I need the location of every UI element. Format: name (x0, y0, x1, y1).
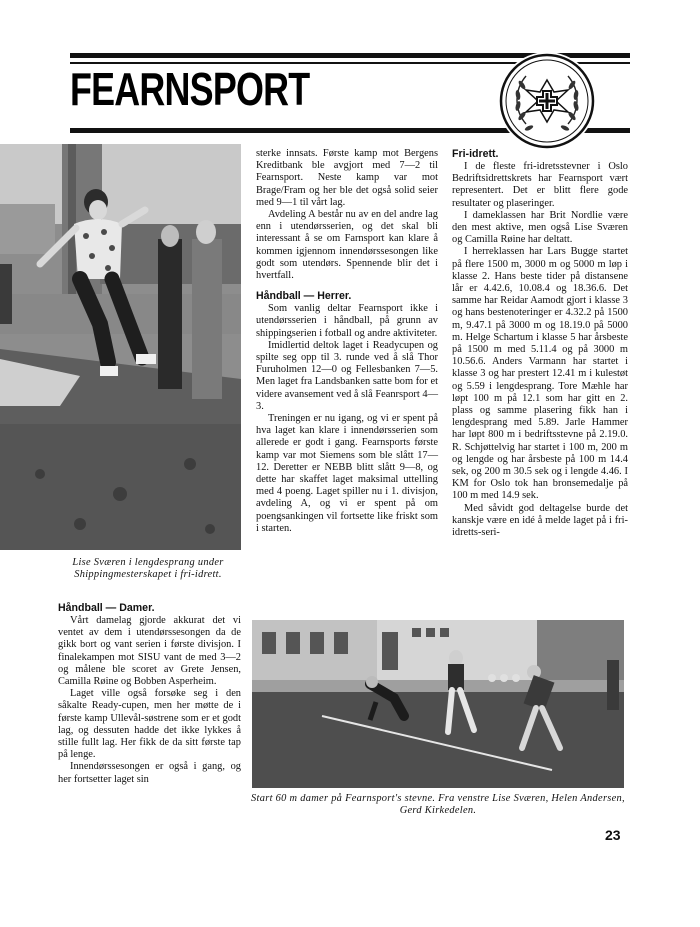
paragraph: Avdeling A består nu av en del andre lag enn i utendørsserien, og det skal bli interessant å se om Farnsport kan klare å kommen igjennom innendørssesongen like godt som utendørs. Spennende blir det i hvertfall. (256, 209, 438, 282)
paragraph: Innendørssesongen er også i gang, og her fortsetter laget sin (58, 761, 241, 785)
club-emblem (498, 52, 596, 150)
paragraph: Treningen er nu igang, og vi er spent på hva laget kan klare i innendørsserien som allerede er godt i gang. Fearnsports første kamp var mot Siemens som ble slått 17—12. Deretter er NEBB blitt slått 9—8, og dette har skaffet laget maksimal uttelling med 4 poeng. Laget spiller nu i 1. divisjon, avdeling A, og vi er spent på om poengsankingen vil fortsette like friskt som i starten. (256, 413, 438, 534)
page-number: 23 (605, 827, 621, 843)
paragraph: sterke innsats. Første kamp mot Bergens Kreditbank ble avgjort med 7—2 til Fearnsport. Neste kamp var mot Brage/Fram og her ble det også solid seier med 9—1 til vårt lag. (256, 148, 438, 208)
laurel-cross-emblem-icon (498, 52, 596, 150)
long-jump-caption: Lise Sværen i lengdesprang under Shippingmesterskapet i fri-idrett. (72, 557, 224, 580)
paragraph: I dameklassen har Brit Nordlie være den mest aktive, men også Lise Sværen og Camilla Røine har deltatt. (452, 209, 628, 246)
left-column (58, 602, 241, 786)
section-heading-fri-idrett: Fri-idrett. (452, 148, 499, 160)
right-column (452, 148, 628, 539)
section-heading-handball-herrer: Håndball — Herrer. (256, 290, 352, 303)
page-title: FEARNSPORT (70, 63, 310, 115)
long-jump-photo (0, 144, 241, 550)
paragraph: Som vanlig deltar Fearnsport ikke i utendørsserien i håndball, på grunn av shippingserien i fotball og andre aktiviteter. (256, 303, 438, 339)
paragraph: Laget ville også forsøke seg i den såkalte Ready-cupen, men her møtte de i første kamp Ullevål-søstrene som er et godt lag, og dessuten hadde det ikke lykkes å stille fullt lag. Her fikk de da sitt første tap på lenge. (58, 688, 241, 761)
sprint-start-caption: Start 60 m damer på Fearnsport's stevne. Fra venstre Lise Sværen, Helen Andersen, Gerd Kirkedelen. (251, 793, 625, 816)
section-heading-handball-damer: Håndball — Damer. (58, 602, 155, 614)
sprint-start-photo (252, 620, 624, 788)
middle-column (256, 148, 438, 535)
paragraph: I de fleste fri-idretsstevner i Oslo Bedriftsidrettskrets har Fearnsport vært representert. Det er blitt flere gode resultater og plaseringer. (452, 161, 628, 209)
paragraph: Imidlertid deltok laget i Readycupen og spilte seg opp til 3. runde ved å slå Thor Furuholmen 12—0 og Fellesbanken 7—5. Men laget fra Landsbanken satte bom for et videre avansement ved å slå Feanrsport 4—3. (256, 339, 438, 412)
paragraph: Vårt damelag gjorde akkurat det vi ventet av dem i utendørssesongen da de gikk bort og vant serien i første divisjon. I finalekampen mot SISU vant de med 3—2 og målene ble scoret av Grete Jensen, Camilla Røine og Bobben Asperheim. (58, 615, 241, 688)
paragraph: I herreklassen har Lars Bugge startet på flere 1500 m, 3000 m og 5000 m løp i klasse 2. Hans beste tider på distansene lår er 4.42.6, 10.08.4 og 18.36.6. Det samme har Reidar Aamodt gjort i klasse 3 og hans bestenoteringer er 4.32.2 på 1500 m, 9.47.1 på 3000 m og 18.19.0 på 5000 m. Helge Schartum i klasse 5 har årsbeste på 1500 m med 5.11.4 og på 3000 m 10.56.6. Anders Varmann har startet i klasse 3 og har prestert 12.41 m i kulestøt og 5.59 i lengdesprang. Tore Mæhle har løpt 100 m på 12.1 som har gitt en 2. plass og samme plasering fikk han i lengdesprang med 5.89. Jarle Hammer har løpt 800 m i bedriftsstevne på 2.19.0. R. Schjøttelvig har startet i 100 m, 200 m og lengde og har årsbeste på 100 m 14.4 sek, og 200 m 30.5 sek og i lengde 4.46. I KM for Oslo tok han bronsemedalje på 100 m med 14.9 sek. (452, 246, 628, 502)
paragraph: Med såvidt god deltagelse burde det kanskje være en idé å melde laget på i fri-idretts-seri- (452, 502, 628, 539)
